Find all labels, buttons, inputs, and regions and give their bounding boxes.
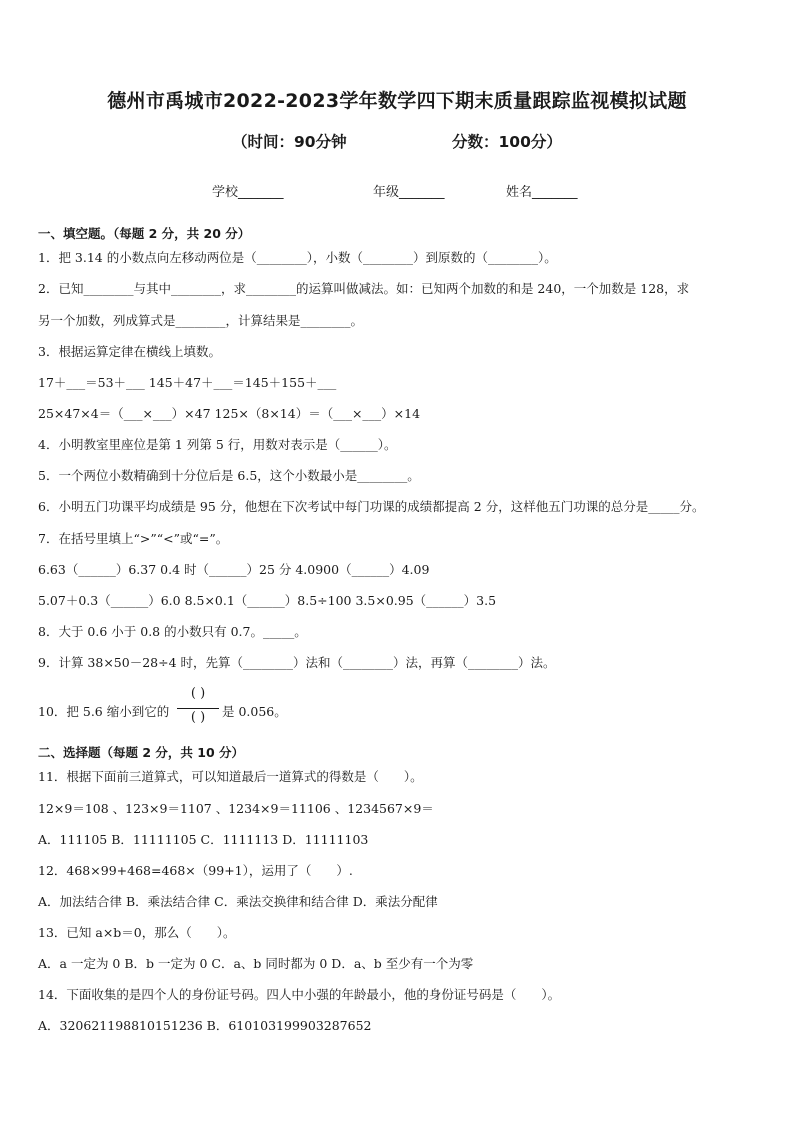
question-line: 8．大于 0.6 小于 0.8 的小数只有 0.7。_____。 <box>38 624 307 639</box>
fraction-denominator: ( ) <box>190 710 206 725</box>
question-line: 2．已知________与其中________，求________的运算叫做减法。如：已知两个加数的和是 240，一个加数是 128，求 <box>38 281 690 296</box>
fraction-bar <box>177 708 219 709</box>
name-field: 姓名_______ <box>506 185 578 200</box>
question-line: 6.63（______）6.37 0.4 时（______）25 分 4.0900（______）4.09 <box>38 562 430 577</box>
question-10-suffix: 是 0.056。 <box>222 704 287 719</box>
question-line: 13．已知 a×b＝0，那么（ ）。 <box>38 925 236 940</box>
fraction-blank <box>176 686 220 730</box>
question-line: 9．计算 38×50－28÷4 时，先算（________）法和（________）法，再算（________）法。 <box>38 655 556 670</box>
section-heading-fill-in: 一、填空题。（每题 2 分，共 20 分） <box>38 226 251 241</box>
question-10-prefix: 10．把 5.6 缩小到它的 <box>38 704 170 719</box>
question-line: 14．下面收集的是四个人的身份证号码。四人中小强的年龄最小，他的身份证号码是（ ）。 <box>38 987 561 1002</box>
exam-time: （时间：90分钟 <box>232 133 347 151</box>
question-line: 25×47×4＝（___×___）×47 125×（8×14）＝（___×___）×14 <box>38 406 421 421</box>
page-title: 德州市禹城市2022-2023学年数学四下期末质量跟踪监视模拟试题 <box>107 90 687 112</box>
question-line: 11．根据下面前三道算式，可以知道最后一道算式的得数是（ ）。 <box>38 769 423 784</box>
question-line: 6．小明五门功课平均成绩是 95 分，他想在下次考试中每门功课的成绩都提高 2 分，这样他五门功课的总分是_____分。 <box>38 499 705 514</box>
answer-options: A．320621198810151236 B．610103199903287652 <box>38 1018 372 1033</box>
question-line: 1．把 3.14 的小数点向左移动两位是（________），小数（________）到原数的（________）。 <box>38 250 557 265</box>
question-line: 12．468×99+468=468×（99+1），运用了（ ）. <box>38 863 353 878</box>
question-line: 7．在括号里填上“>”“<”或“=”。 <box>38 531 229 546</box>
section-heading-choice: 二、选择题（每题 2 分，共 10 分） <box>38 745 245 760</box>
question-line: 3．根据运算定律在横线上填数。 <box>38 344 221 359</box>
answer-options: A．加法结合律 B．乘法结合律 C．乘法交换律和结合律 D．乘法分配律 <box>38 894 438 909</box>
school-field: 学校_______ <box>212 185 284 200</box>
question-line: 4．小明教室里座位是第 1 列第 5 行，用数对表示是（______）。 <box>38 437 397 452</box>
fraction-numerator: ( ) <box>190 686 206 701</box>
question-line: 5．一个两位小数精确到十分位后是 6.5，这个小数最小是________。 <box>38 468 420 483</box>
question-line: 另一个加数，列成算式是________，计算结果是________。 <box>38 313 364 328</box>
question-line: 5.07＋0.3（______）6.0 8.5×0.1（______）8.5÷100 3.5×0.95（______）3.5 <box>38 593 497 608</box>
question-line: 17＋___＝53＋___ 145＋47＋___＝145＋155＋___ <box>38 375 337 390</box>
answer-options: A．111105 B．11111105 C．1111113 D．11111103 <box>38 832 369 847</box>
exam-score: 分数：100分） <box>452 133 562 151</box>
answer-options: A．a 一定为 0 B．b 一定为 0 C．a、b 同时都为 0 D．a、b 至少有一个为零 <box>38 956 474 971</box>
question-line: 12×9＝108 、123×9＝1107 、1234×9＝11106 、1234567×9＝ <box>38 801 434 816</box>
grade-field: 年级_______ <box>373 185 445 200</box>
